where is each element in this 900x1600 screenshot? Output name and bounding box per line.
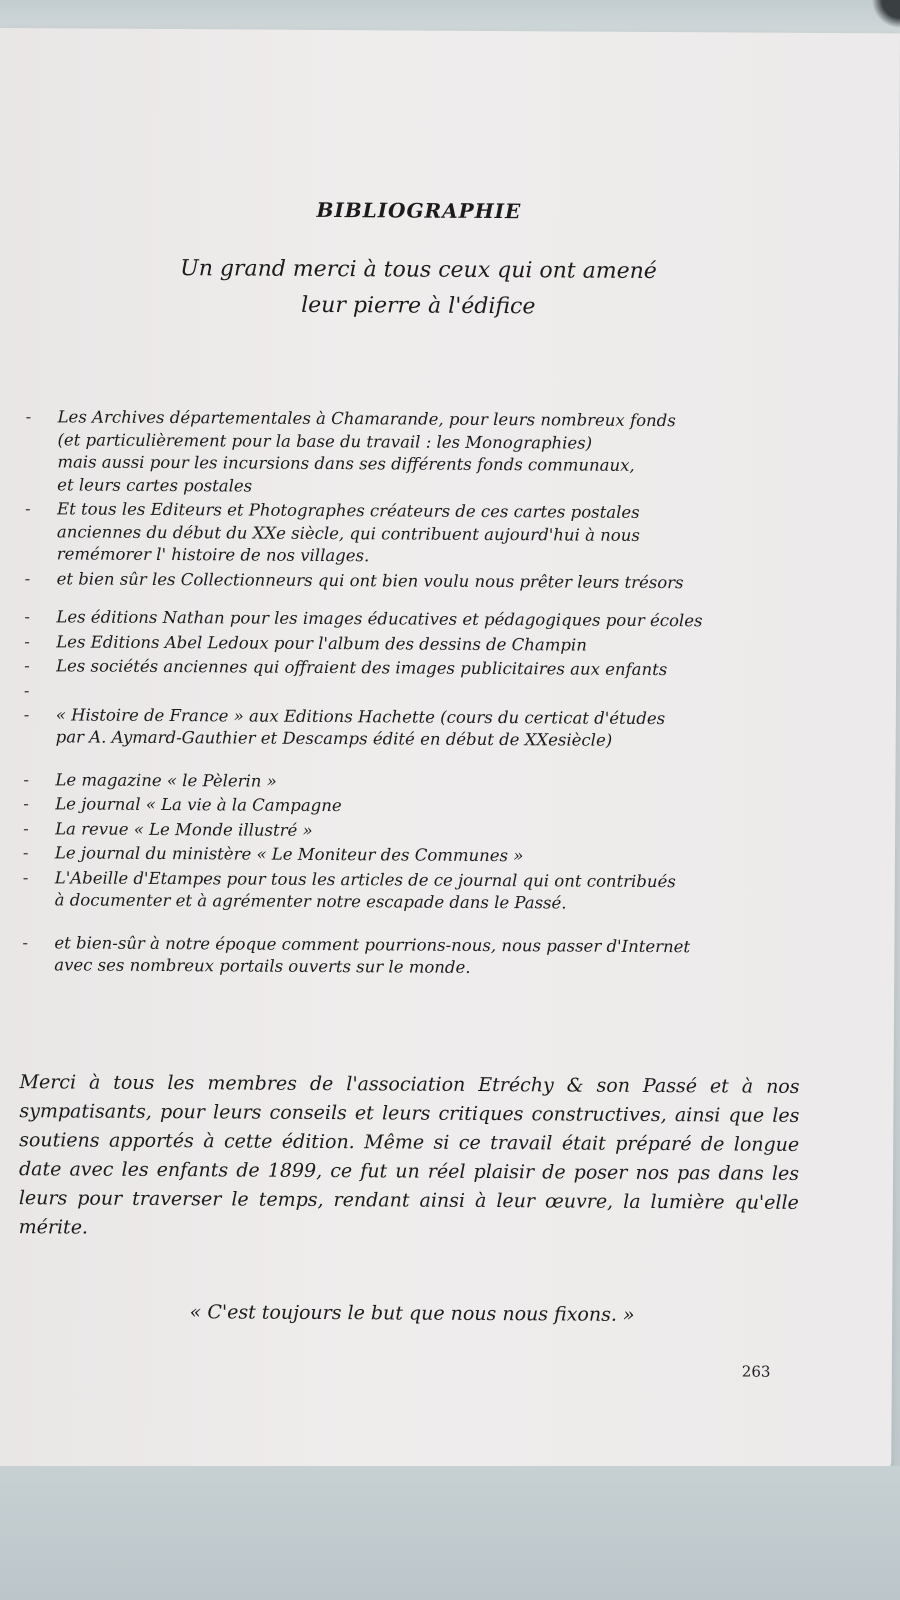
list-item-line: Les Archives départementales à Chamarande, pour leurs nombreux fonds: [57, 407, 676, 431]
list-item: [25, 406, 816, 501]
bullet: -: [24, 568, 31, 588]
subtitle-line-1: Un grand merci à tous ceux qui ont amené: [180, 256, 657, 285]
list-item-line: et bien sûr les Collectionneurs qui ont bien voulu nous prêter leurs trésors: [56, 568, 684, 592]
list-item: [24, 655, 814, 682]
subtitle-line-2: leur pierre à l'édifice: [301, 292, 536, 320]
list-item-line: « Histoire de France » aux Editions Hachette (cours du certicat d'études: [55, 704, 666, 728]
bullet: -: [25, 499, 31, 519]
list-item: [23, 818, 813, 845]
list-item: [23, 793, 813, 820]
list-item: [24, 704, 814, 754]
list-item: [25, 498, 815, 570]
closing-quote: « C'est toujours le but que nous nous fixons. »: [189, 1301, 635, 1326]
bullet: -: [22, 932, 29, 952]
bullet: -: [23, 704, 30, 724]
thanks-paragraph: Merci à tous les membres de l'association Etréchy & son Passé et à nos sympatisants, pour leurs conseils et leurs critiques constructives, ainsi que les soutiens apportés à cette édition. Même si ce travail était préparé de longue date avec les enfants de 1899, ce fut un réel plaisir de poser nos pas dans les leurs pour traverser le temps, rendant ainsi à leur œuvre, la lumière qu'elle mérite.: [18, 1071, 800, 1239]
list-item: [24, 631, 814, 658]
bullet: -: [24, 607, 31, 627]
list-item-line: avec ses nombreux portails ouverts sur le monde.: [54, 955, 471, 977]
list-item-line: [56, 680, 814, 707]
list-item-line: Les sociétés anciennes qui offraient des images publicitaires aux enfants: [56, 656, 668, 680]
list-item-line: Les éditions Nathan pour les images éducatives et pédagogiques pour écoles: [56, 607, 703, 631]
bullet: -: [24, 631, 30, 651]
page-number: 263: [741, 1362, 771, 1381]
list-item-line: à documenter et à agrémenter notre escapade dans le Passé.: [54, 890, 567, 913]
list-item: [24, 606, 814, 633]
bullet: -: [22, 867, 29, 887]
bibliography-list: [22, 406, 815, 983]
list-item-line: remémorer l' histoire de nos villages.: [56, 544, 370, 566]
list-item-line: (et particulièrement pour la base du travail : les Monographies): [57, 429, 593, 453]
list-item-line: L'Abeille d'Etampes pour tous les articles de ce journal qui ont contribués: [54, 867, 676, 891]
bullet: -: [24, 656, 30, 676]
list-item-line: Le journal « La vie à la Campagne: [55, 794, 342, 816]
bullet: -: [23, 680, 30, 700]
list-item: [22, 932, 812, 982]
corner-shadow: [860, 0, 900, 30]
list-item-line: par A. Aymard-Gauthier et Descamps édité en début de XXesiècle): [55, 727, 613, 750]
subtitle: [118, 251, 718, 327]
list-item-line: anciennes du début du XXe siècle, qui contribuent aujourd'hui à nous: [56, 521, 640, 545]
list-item-line: et leurs cartes postales: [57, 474, 253, 496]
book-page: [0, 28, 900, 1471]
list-item-line: mais aussi pour les incursions dans ses différents fonds communaux,: [57, 452, 635, 475]
bullet: -: [23, 794, 29, 814]
list-item-line: et bien-sûr à notre époque comment pourrions-nous, nous passer d'Internet: [54, 932, 691, 956]
bullet: -: [23, 769, 30, 789]
page-title: BIBLIOGRAPHIE: [316, 197, 522, 224]
list-item: [25, 568, 815, 595]
list-item-line: Et tous les Editeurs et Photographes créateurs de ces cartes postales: [57, 499, 640, 522]
bullet: -: [23, 818, 29, 838]
bullet: -: [22, 843, 29, 863]
list-item: [23, 867, 813, 917]
list-item-line: La revue « Le Monde illustré »: [55, 818, 313, 840]
background-bottom: [0, 1466, 900, 1600]
list-item-line: Le magazine « le Pèlerin »: [55, 769, 277, 791]
list-item-line: Le journal du ministère « Le Moniteur des Communes »: [54, 843, 524, 866]
list-item: [23, 769, 813, 796]
list-item: [23, 842, 813, 869]
list-item-line: Les Editions Abel Ledoux pour l'album des dessins de Champin: [56, 631, 587, 655]
bullet: -: [25, 407, 32, 427]
list-item: [24, 680, 814, 707]
